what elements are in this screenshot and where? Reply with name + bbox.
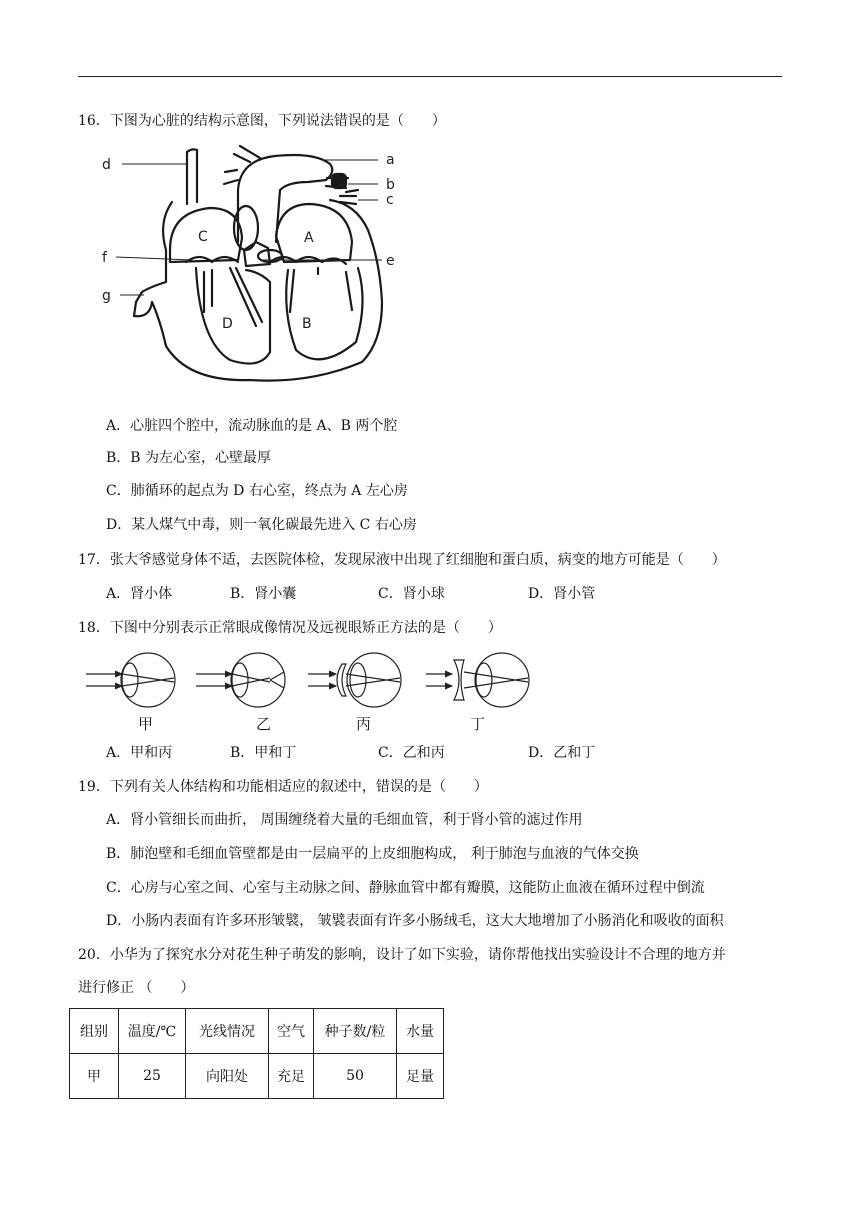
header-rule	[78, 76, 782, 77]
q19-option-d: D．小肠内表面有许多环形皱襞， 皱襞表面有许多小肠绒毛，这大大地增加了小肠消化和吸收的面积	[106, 913, 724, 929]
table-cell: 甲	[70, 1054, 119, 1099]
table-header-cell: 水量	[397, 1009, 444, 1054]
heart-label-A: A	[304, 230, 314, 246]
table-cell: 25	[119, 1054, 186, 1099]
heart-label-b: b	[386, 177, 395, 193]
q19-option-b: B．肺泡壁和毛细血管壁都是由一层扁平的上皮细胞构成， 利于肺泡与血液的气体交换	[106, 846, 639, 862]
q20-stem-line2: 进行修正 （ ）	[78, 980, 195, 996]
q18-option-c: C．乙和丙	[378, 745, 445, 761]
table-cell: 足量	[397, 1054, 444, 1099]
heart-label-e: e	[386, 253, 395, 269]
heart-label-g: g	[102, 288, 111, 304]
heart-label-D: D	[222, 316, 233, 332]
table-cell: 充足	[269, 1054, 314, 1099]
q17-option-c: C．肾小球	[378, 586, 445, 602]
heart-label-B: B	[302, 316, 312, 332]
q17-option-a: A．肾小体	[106, 586, 173, 602]
q18-stem: 18．下图中分别表示正常眼成像情况及远视眼矫正方法的是（ ）	[78, 620, 502, 636]
table-cell: 向阳处	[186, 1054, 269, 1099]
table-header-row	[70, 1009, 444, 1054]
table-header-cell: 组别	[70, 1009, 119, 1054]
q16-stem: 16．下图为心脏的结构示意图，下列说法错误的是（ ）	[78, 113, 446, 129]
table-header-cell: 种子数/粒	[314, 1009, 397, 1054]
eye-figure-bing	[308, 653, 401, 707]
eye-figure-ding	[426, 653, 529, 707]
q17-option-d: D．肾小管	[528, 586, 596, 602]
experiment-table	[69, 1008, 444, 1099]
heart-label-f: f	[102, 250, 107, 266]
q19-stem: 19．下列有关人体结构和功能相适应的叙述中，错误的是（ ）	[78, 779, 488, 795]
heart-label-a: a	[386, 152, 395, 168]
table-row	[70, 1054, 444, 1099]
q19-option-c: C．心房与心室之间、心室与主动脉之间、静脉血管中都有瓣膜，这能防止血液在循环过程中倒流	[106, 880, 705, 896]
eye-label-jia: 甲	[138, 715, 154, 733]
heart-label-d: d	[102, 157, 111, 173]
q18-option-a: A．甲和丙	[106, 745, 173, 761]
heart-label-C: C	[198, 229, 208, 245]
q16-option-a: A．心脏四个腔中，流动脉血的是 A、B 两个腔	[106, 418, 398, 434]
q16-option-c: C．肺循环的起点为 D 右心室，终点为 A 左心房	[106, 483, 408, 499]
table-cell: 50	[314, 1054, 397, 1099]
q17-stem: 17．张大爷感觉身体不适，去医院体检，发现尿液中出现了红细胞和蛋白质，病变的地方可能是（ ）	[78, 552, 726, 568]
table-header-cell: 空气	[269, 1009, 314, 1054]
heart-label-c: c	[386, 192, 394, 208]
heart-diagram	[100, 142, 420, 390]
q16-option-b: B．B 为左心室，心壁最厚	[106, 450, 272, 466]
q18-option-b: B．甲和丁	[230, 745, 297, 761]
q18-option-d: D．乙和丁	[528, 745, 596, 761]
table-header-cell: 光线情况	[186, 1009, 269, 1054]
eye-figure-yi	[196, 653, 285, 707]
q17-option-b: B．肾小囊	[230, 586, 297, 602]
eye-label-yi: 乙	[256, 715, 272, 733]
eye-label-bing: 丙	[356, 715, 372, 733]
q20-stem-line1: 20．小华为了探究水分对花生种子萌发的影响，设计了如下实验，请你帮他找出实验设计不合理的地方并	[78, 947, 726, 963]
q19-option-a: A．肾小管细长而曲折， 周围缠绕着大量的毛细血管，利于肾小管的滤过作用	[106, 812, 583, 828]
table-header-cell: 温度/℃	[119, 1009, 186, 1054]
eye-figure-jia	[86, 653, 175, 707]
eye-label-ding: 丁	[470, 715, 486, 733]
q16-option-d: D．某人煤气中毒，则一氧化碳最先进入 C 右心房	[106, 517, 417, 533]
